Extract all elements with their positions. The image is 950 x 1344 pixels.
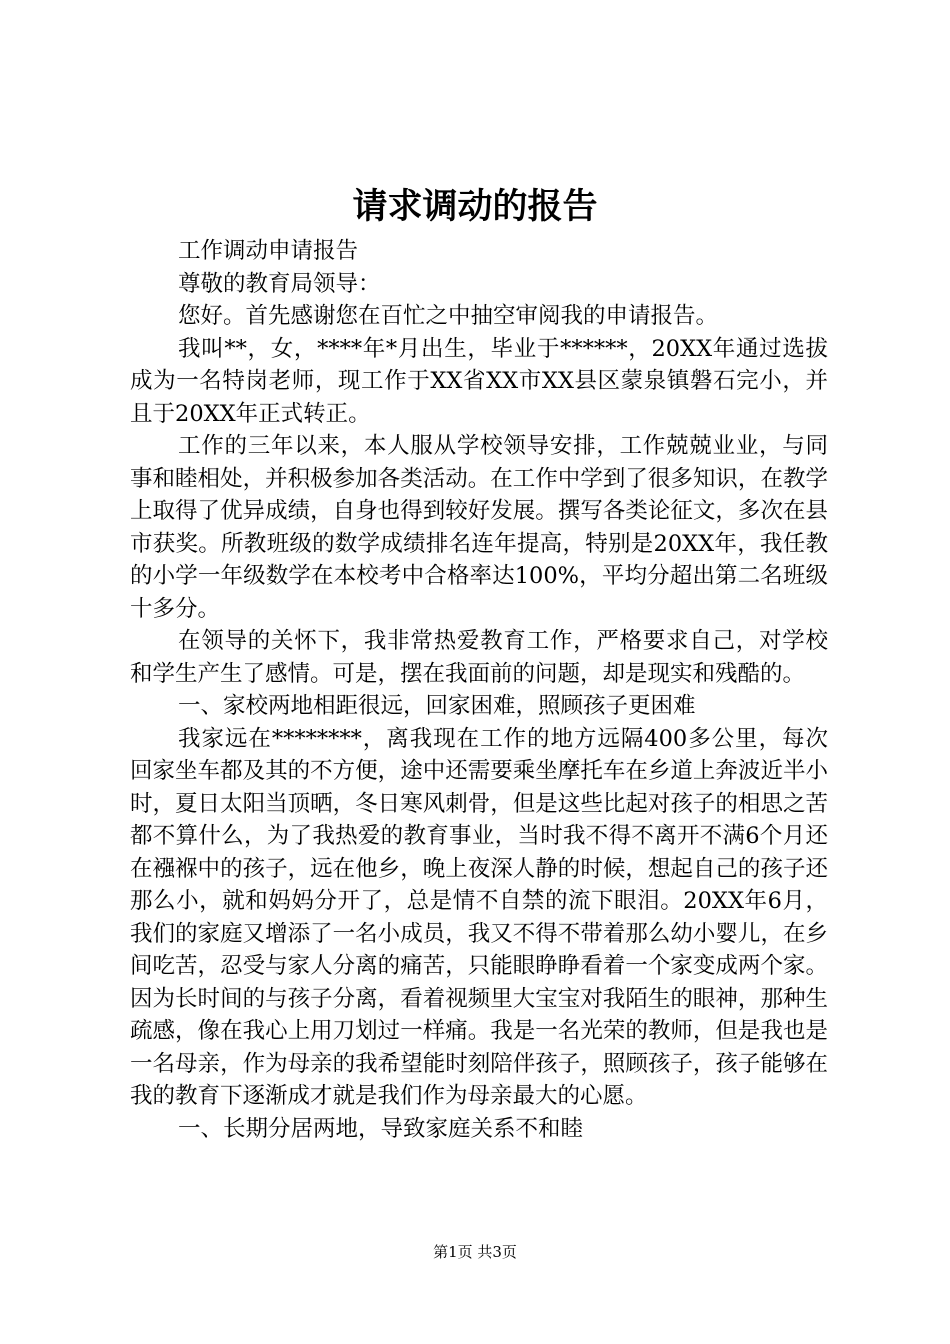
paragraph-salutation: 尊敬的教育局领导： (178, 270, 381, 297)
document-title: 请求调动的报告 (352, 186, 598, 227)
paragraph-problem-statement: 在领导的关怀下，我非常热爱教育工作，严格要求自己，对学校和学生产生了感情。可是，摆在我面前的问题，却是现实和残酷的。 (130, 628, 828, 687)
paragraph-work-achievements: 工作的三年以来，本人服从学校领导安排，工作兢兢业业，与同事和睦相处，并积极参加各类活动。在工作中学到了很多知识，在教学上取得了优异成绩，自身也得到较好发展。撰写各类论征文，多次在县市获奖。所教班级的数学成绩排名连年提高，特别是20XX年，我任教的小学一年级数学在本校考中合格率达100%，平均分超出第二名班级十多分。 (130, 433, 828, 622)
section-heading-distance: 一、家校两地相距很远，回家困难，照顾孩子更困难 (178, 693, 696, 719)
section-heading-separation: 一、长期分居两地，导致家庭关系不和睦 (178, 1115, 584, 1142)
document-body (130, 235, 828, 1145)
paragraph-self-introduction: 我叫**，女，****年*月出生，毕业于******，20XX年通过选拔成为一名特岗老师，现工作于XX省XX市XX县区蒙泉镇磐石完小，并且于20XX年正式转正。 (130, 335, 828, 427)
paragraph-family-situation: 我家远在********，离我现在工作的地方远隔400多公里，每次回家坐车都及其的不方便，途中还需要乘坐摩托车在乡道上奔波近半小时，夏日太阳当顶晒，冬日寒风刺骨，但是这些比起对孩子的相思之苦都不算什么，为了我热爱的教育事业，当时我不得不离开不满6个月还在襁褓中的孩子，远在他乡，晚上夜深人静的时候，想起自己的孩子还那么小，就和妈妈分开了，总是情不自禁的流下眼泪。20XX年6月，我们的家庭又增添了一名小成员，我又不得不带着那么幼小婴儿，在乡间吃苦，忍受与家人分离的痛苦，只能眼睁睁看着一个家变成两个家。因为长时间的与孩子分离，看着视频里大宝宝对我陌生的眼神，那种生疏感，像在我心上用刀划过一样痛。我是一名光荣的教师，但是我也是一名母亲，作为母亲的我希望能时刻陪伴孩子，照顾孩子，孩子能够在我的教育下逐渐成才就是我们作为母亲最大的心愿。 (130, 725, 828, 1109)
paragraph-greeting: 您好。首先感谢您在百忙之中抽空审阅我的申请报告。 (178, 303, 719, 329)
paragraph-subject-line: 工作调动申请报告 (178, 238, 359, 264)
page-indicator: 第1页 共3页 (433, 1243, 517, 1261)
